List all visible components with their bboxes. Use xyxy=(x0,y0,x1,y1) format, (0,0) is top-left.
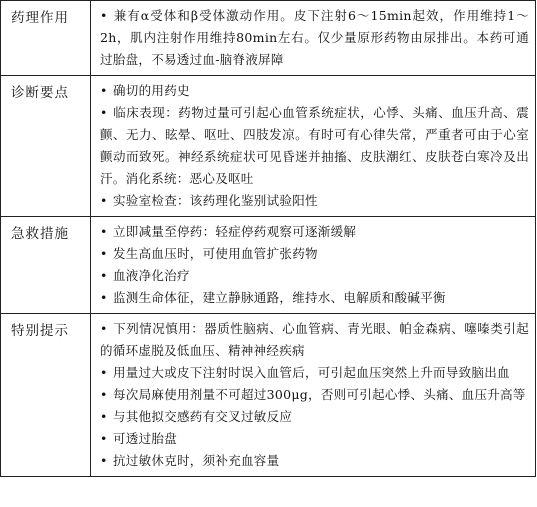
bullet-icon: • xyxy=(100,193,108,208)
bullet-item xyxy=(100,221,529,243)
bullet-item xyxy=(100,450,529,472)
bullet-item xyxy=(100,362,529,384)
bullet-icon: • xyxy=(100,290,108,305)
bullet-item xyxy=(100,5,529,71)
bullet-text: 下列情况慎用：器质性脑病、心血管病、青光眼、帕金森病、噻嗪类引起的循环虚脱及低血压、精神神经疾病 xyxy=(100,321,529,358)
bullet-icon: • xyxy=(100,83,108,98)
bullet-item xyxy=(100,384,529,406)
bullet-icon: • xyxy=(100,224,108,239)
row-emergency xyxy=(1,217,536,314)
row-label: 药理作用 xyxy=(1,1,91,76)
bullet-icon: • xyxy=(100,268,108,283)
row-diagnosis xyxy=(1,76,536,217)
bullet-text: 监测生命体征，建立静脉通路，维持水、电解质和酸碱平衡 xyxy=(113,290,446,305)
bullet-icon: • xyxy=(100,105,108,120)
bullet-item xyxy=(100,80,529,102)
row-content xyxy=(91,314,536,477)
bullet-text: 实验室检查：该药理化鉴别试验阳性 xyxy=(113,193,318,208)
row-content xyxy=(91,76,536,217)
bullet-text: 立即减量至停药：轻症停药观察可逐渐缓解 xyxy=(113,224,357,239)
bullet-text: 每次局麻使用剂量不可超过300μg，否则可引起心悸、头痛、血压升高等 xyxy=(113,387,526,402)
row-label: 特别提示 xyxy=(1,314,91,477)
bullet-item xyxy=(100,102,529,190)
bullet-text: 与其他拟交感药有交叉过敏反应 xyxy=(113,409,293,424)
bullet-item xyxy=(100,287,529,309)
bullet-icon: • xyxy=(100,365,108,380)
bullet-item xyxy=(100,428,529,450)
bullet-text: 血液净化治疗 xyxy=(113,268,190,283)
bullet-text: 用量过大或皮下注射时误入血管后，可引起血压突然上升而导致脑出血 xyxy=(113,365,510,380)
row-label: 急救措施 xyxy=(1,217,91,314)
bullet-item xyxy=(100,406,529,428)
bullet-item xyxy=(100,243,529,265)
row-label: 诊断要点 xyxy=(1,76,91,217)
bullet-icon: • xyxy=(100,431,108,446)
bullet-icon: • xyxy=(100,453,108,468)
bullet-item xyxy=(100,190,529,212)
bullet-icon: • xyxy=(100,409,108,424)
bullet-icon: • xyxy=(100,8,108,23)
bullet-text: 临床表现：药物过量可引起心血管系统症状，心悸、头痛、血压升高、震颤、无力、眩晕、呕吐、四肢发凉。有时可有心律失常，严重者可由于心室颤动而致死。神经系统症状可见昏迷并抽搐、皮肤潮红、皮肤苍白寒冷及出汗。消化系统：恶心及呕吐 xyxy=(100,105,529,186)
bullet-text: 发生高血压时，可使用血管扩张药物 xyxy=(113,246,318,261)
row-pharmacology xyxy=(1,1,536,76)
row-content xyxy=(91,1,536,76)
bullet-icon: • xyxy=(100,387,108,402)
bullet-item xyxy=(100,265,529,287)
bullet-item xyxy=(100,318,529,362)
bullet-icon: • xyxy=(100,321,108,336)
bullet-text: 确切的用药史 xyxy=(113,83,190,98)
bullet-text: 抗过敏休克时，须补充血容量 xyxy=(113,453,280,468)
bullet-text: 兼有α受体和β受体激动作用。皮下注射6～15min起效，作用维持1～2h，肌内注射作用维持80min左右。仅少量原形药物由尿排出。本药可通过胎盘，不易透过血-脑脊液屏障 xyxy=(100,8,529,67)
row-special-notes xyxy=(1,314,536,477)
bullet-text: 可透过胎盘 xyxy=(113,431,178,446)
bullet-icon: • xyxy=(100,246,108,261)
row-content xyxy=(91,217,536,314)
